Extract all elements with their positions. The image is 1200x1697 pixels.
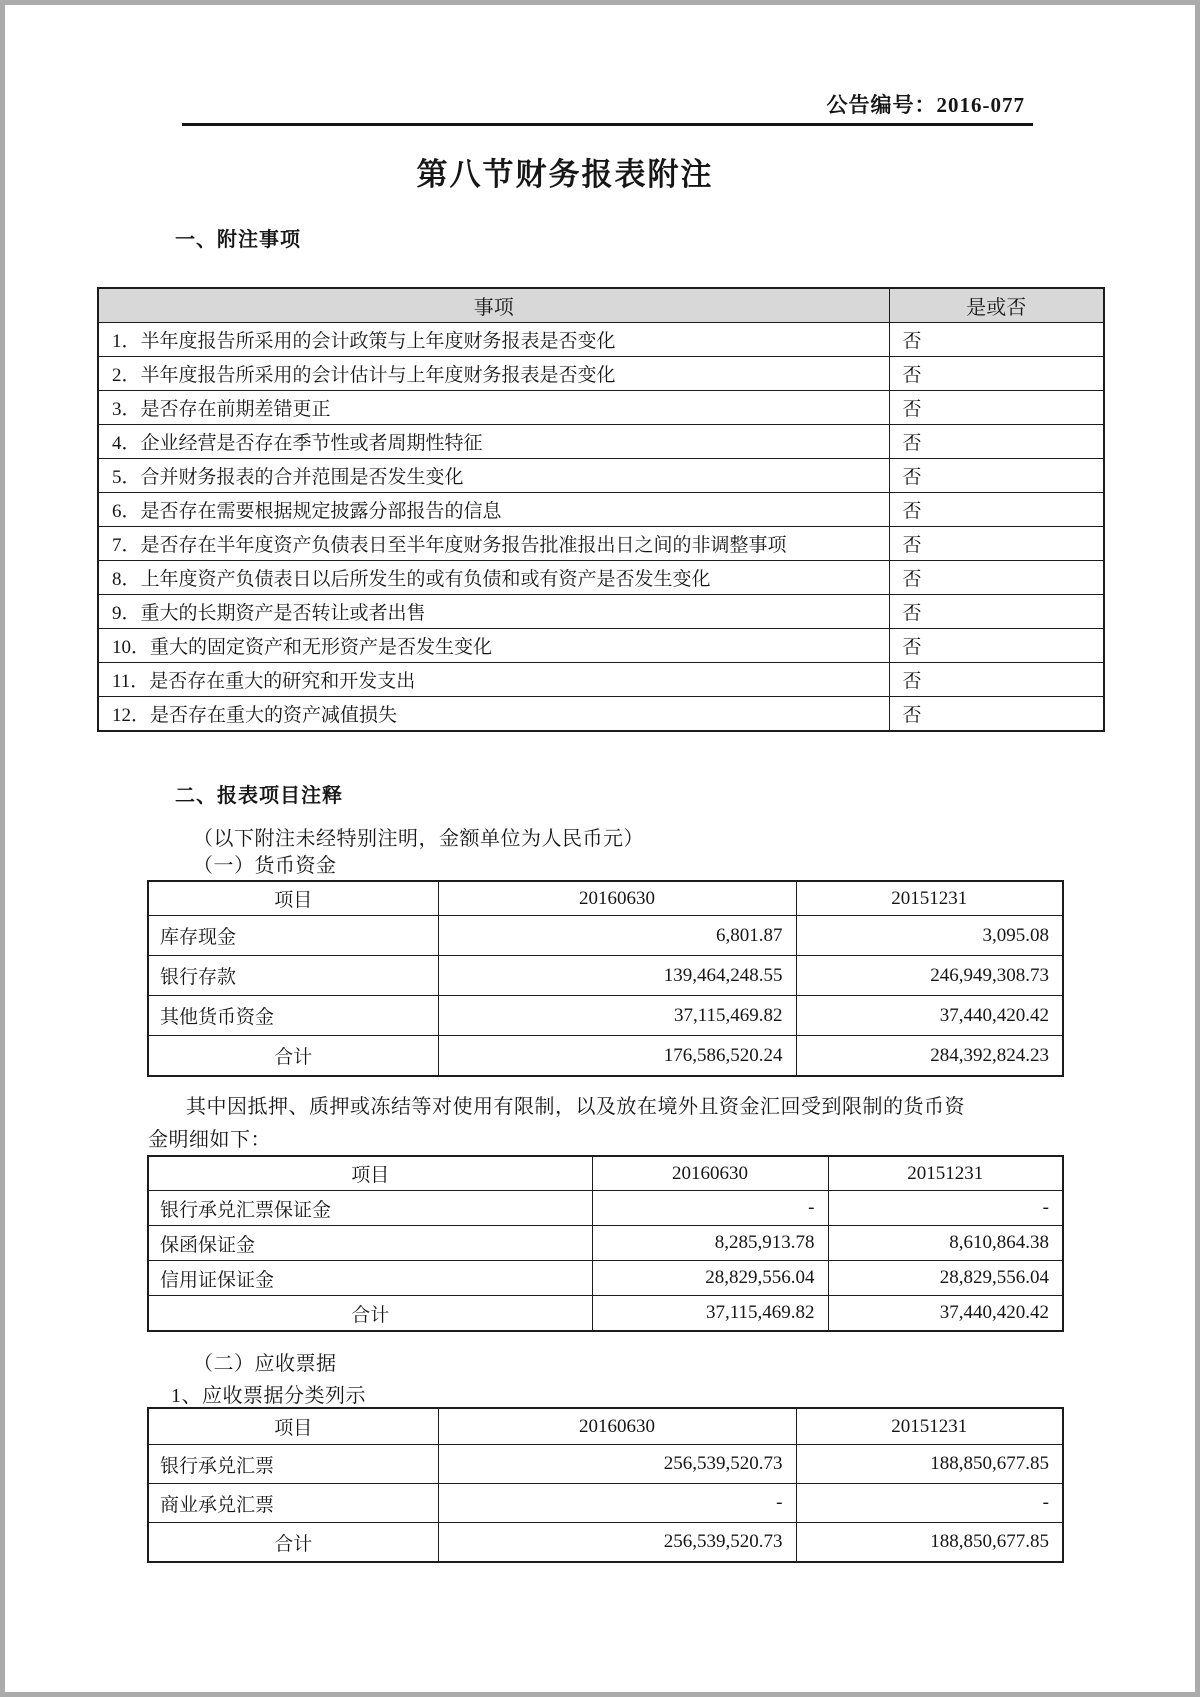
item-cell: 12．是否存在重大的资产减值损失 — [98, 697, 889, 732]
value-cell: 8,610,864.38 — [828, 1226, 1063, 1261]
table-header-row — [148, 881, 1063, 916]
table-row — [98, 527, 1104, 561]
answer-cell: 否 — [889, 493, 1104, 527]
unit-note: （以下附注未经特别注明，金额单位为人民币元） — [193, 828, 644, 850]
item-cell: 10．重大的固定资产和无形资产是否发生变化 — [98, 629, 889, 663]
value-cell: 188,850,677.85 — [796, 1523, 1063, 1563]
value-cell: - — [828, 1191, 1063, 1226]
value-cell: 37,115,469.82 — [592, 1296, 828, 1332]
subsection-heading-notes-receivable: （二）应收票据 — [193, 1353, 337, 1375]
table-row — [98, 425, 1104, 459]
subsection-heading-monetary-funds: （一）货币资金 — [193, 855, 337, 877]
table-row — [148, 1261, 1063, 1296]
subsection-subheading-notes-receivable: 1、应收票据分类列示 — [171, 1385, 366, 1407]
notes-matters-table — [97, 287, 1105, 732]
restricted-funds-table — [147, 1155, 1064, 1332]
table-row — [148, 916, 1063, 956]
answer-cell: 否 — [889, 663, 1104, 697]
value-cell: 37,440,420.42 — [796, 996, 1063, 1036]
total-label-cell: 合计 — [148, 1523, 438, 1563]
value-cell: 256,539,520.73 — [438, 1445, 796, 1484]
column-header-20151231: 20151231 — [796, 1408, 1063, 1445]
column-header-20160630: 20160630 — [438, 881, 796, 916]
value-cell: 37,440,420.42 — [828, 1296, 1063, 1332]
restricted-funds-note-line2: 金明细如下： — [148, 1129, 271, 1151]
table-row-total — [148, 1036, 1063, 1077]
section-heading-notes: 一、附注事项 — [175, 229, 301, 251]
value-cell: 6,801.87 — [438, 916, 796, 956]
item-cell: 银行承兑汇票保证金 — [148, 1191, 592, 1226]
table-row — [148, 956, 1063, 996]
item-cell: 银行承兑汇票 — [148, 1445, 438, 1484]
item-cell: 2．半年度报告所采用的会计估计与上年度财务报表是否变化 — [98, 357, 889, 391]
table-row — [98, 459, 1104, 493]
column-header-item: 项目 — [148, 1156, 592, 1191]
value-cell: 28,829,556.04 — [828, 1261, 1063, 1296]
answer-cell: 否 — [889, 391, 1104, 425]
table-header-row — [148, 1408, 1063, 1445]
table-row — [98, 663, 1104, 697]
table-row — [148, 1226, 1063, 1261]
item-cell: 其他货币资金 — [148, 996, 438, 1036]
table-row-total — [148, 1296, 1063, 1332]
table-row — [148, 996, 1063, 1036]
value-cell: 188,850,677.85 — [796, 1445, 1063, 1484]
notes-receivable-table — [147, 1407, 1064, 1563]
column-header-20160630: 20160630 — [592, 1156, 828, 1191]
answer-cell: 否 — [889, 629, 1104, 663]
item-cell: 1．半年度报告所采用的会计政策与上年度财务报表是否变化 — [98, 323, 889, 357]
answer-cell: 否 — [889, 527, 1104, 561]
column-header-20160630: 20160630 — [438, 1408, 796, 1445]
item-cell: 商业承兑汇票 — [148, 1484, 438, 1523]
value-cell: 246,949,308.73 — [796, 956, 1063, 996]
table-row — [98, 629, 1104, 663]
answer-cell: 否 — [889, 323, 1104, 357]
item-cell: 信用证保证金 — [148, 1261, 592, 1296]
answer-cell: 否 — [889, 561, 1104, 595]
table-header-row — [148, 1156, 1063, 1191]
table-row — [98, 323, 1104, 357]
value-cell: 28,829,556.04 — [592, 1261, 828, 1296]
table-header-row — [98, 288, 1104, 323]
value-cell: - — [438, 1484, 796, 1523]
answer-cell: 否 — [889, 459, 1104, 493]
restricted-funds-note-line1: 其中因抵押、质押或冻结等对使用有限制，以及放在境外且资金汇回受到限制的货币资 — [186, 1096, 965, 1118]
item-cell: 11．是否存在重大的研究和开发支出 — [98, 663, 889, 697]
value-cell: 8,285,913.78 — [592, 1226, 828, 1261]
section-heading-items: 二、报表项目注释 — [175, 785, 343, 807]
column-header-20151231: 20151231 — [828, 1156, 1063, 1191]
item-cell: 9．重大的长期资产是否转让或者出售 — [98, 595, 889, 629]
table-row — [98, 561, 1104, 595]
value-cell: 37,115,469.82 — [438, 996, 796, 1036]
table-row — [98, 357, 1104, 391]
item-cell: 库存现金 — [148, 916, 438, 956]
value-cell: 139,464,248.55 — [438, 956, 796, 996]
column-header-answer: 是或否 — [889, 288, 1104, 323]
column-header-item: 项目 — [148, 1408, 438, 1445]
page-title: 第八节财务报表附注 — [416, 157, 714, 192]
item-cell: 6．是否存在需要根据规定披露分部报告的信息 — [98, 493, 889, 527]
value-cell: 176,586,520.24 — [438, 1036, 796, 1077]
value-cell: 256,539,520.73 — [438, 1523, 796, 1563]
column-header-20151231: 20151231 — [796, 881, 1063, 916]
notice-number: 公告编号：2016-077 — [826, 93, 1025, 117]
table-row-total — [148, 1523, 1063, 1563]
table-row — [98, 595, 1104, 629]
item-cell: 5．合并财务报表的合并范围是否发生变化 — [98, 459, 889, 493]
item-cell: 银行存款 — [148, 956, 438, 996]
table-row — [148, 1191, 1063, 1226]
total-label-cell: 合计 — [148, 1036, 438, 1077]
column-header-item: 事项 — [98, 288, 889, 323]
column-header-item: 项目 — [148, 881, 438, 916]
monetary-funds-table — [147, 880, 1064, 1077]
value-cell: 3,095.08 — [796, 916, 1063, 956]
item-cell: 4．企业经营是否存在季节性或者周期性特征 — [98, 425, 889, 459]
table-row — [148, 1484, 1063, 1523]
item-cell: 3．是否存在前期差错更正 — [98, 391, 889, 425]
table-row — [98, 391, 1104, 425]
table-row — [98, 493, 1104, 527]
header-divider — [182, 123, 1033, 126]
table-row — [98, 697, 1104, 732]
answer-cell: 否 — [889, 357, 1104, 391]
item-cell: 8．上年度资产负债表日以后所发生的或有负债和或有资产是否发生变化 — [98, 561, 889, 595]
answer-cell: 否 — [889, 697, 1104, 732]
answer-cell: 否 — [889, 425, 1104, 459]
value-cell: 284,392,824.23 — [796, 1036, 1063, 1077]
value-cell: - — [796, 1484, 1063, 1523]
item-cell: 保函保证金 — [148, 1226, 592, 1261]
total-label-cell: 合计 — [148, 1296, 592, 1332]
answer-cell: 否 — [889, 595, 1104, 629]
value-cell: - — [592, 1191, 828, 1226]
item-cell: 7．是否存在半年度资产负债表日至半年度财务报告批准报出日之间的非调整事项 — [98, 527, 889, 561]
table-row — [148, 1445, 1063, 1484]
